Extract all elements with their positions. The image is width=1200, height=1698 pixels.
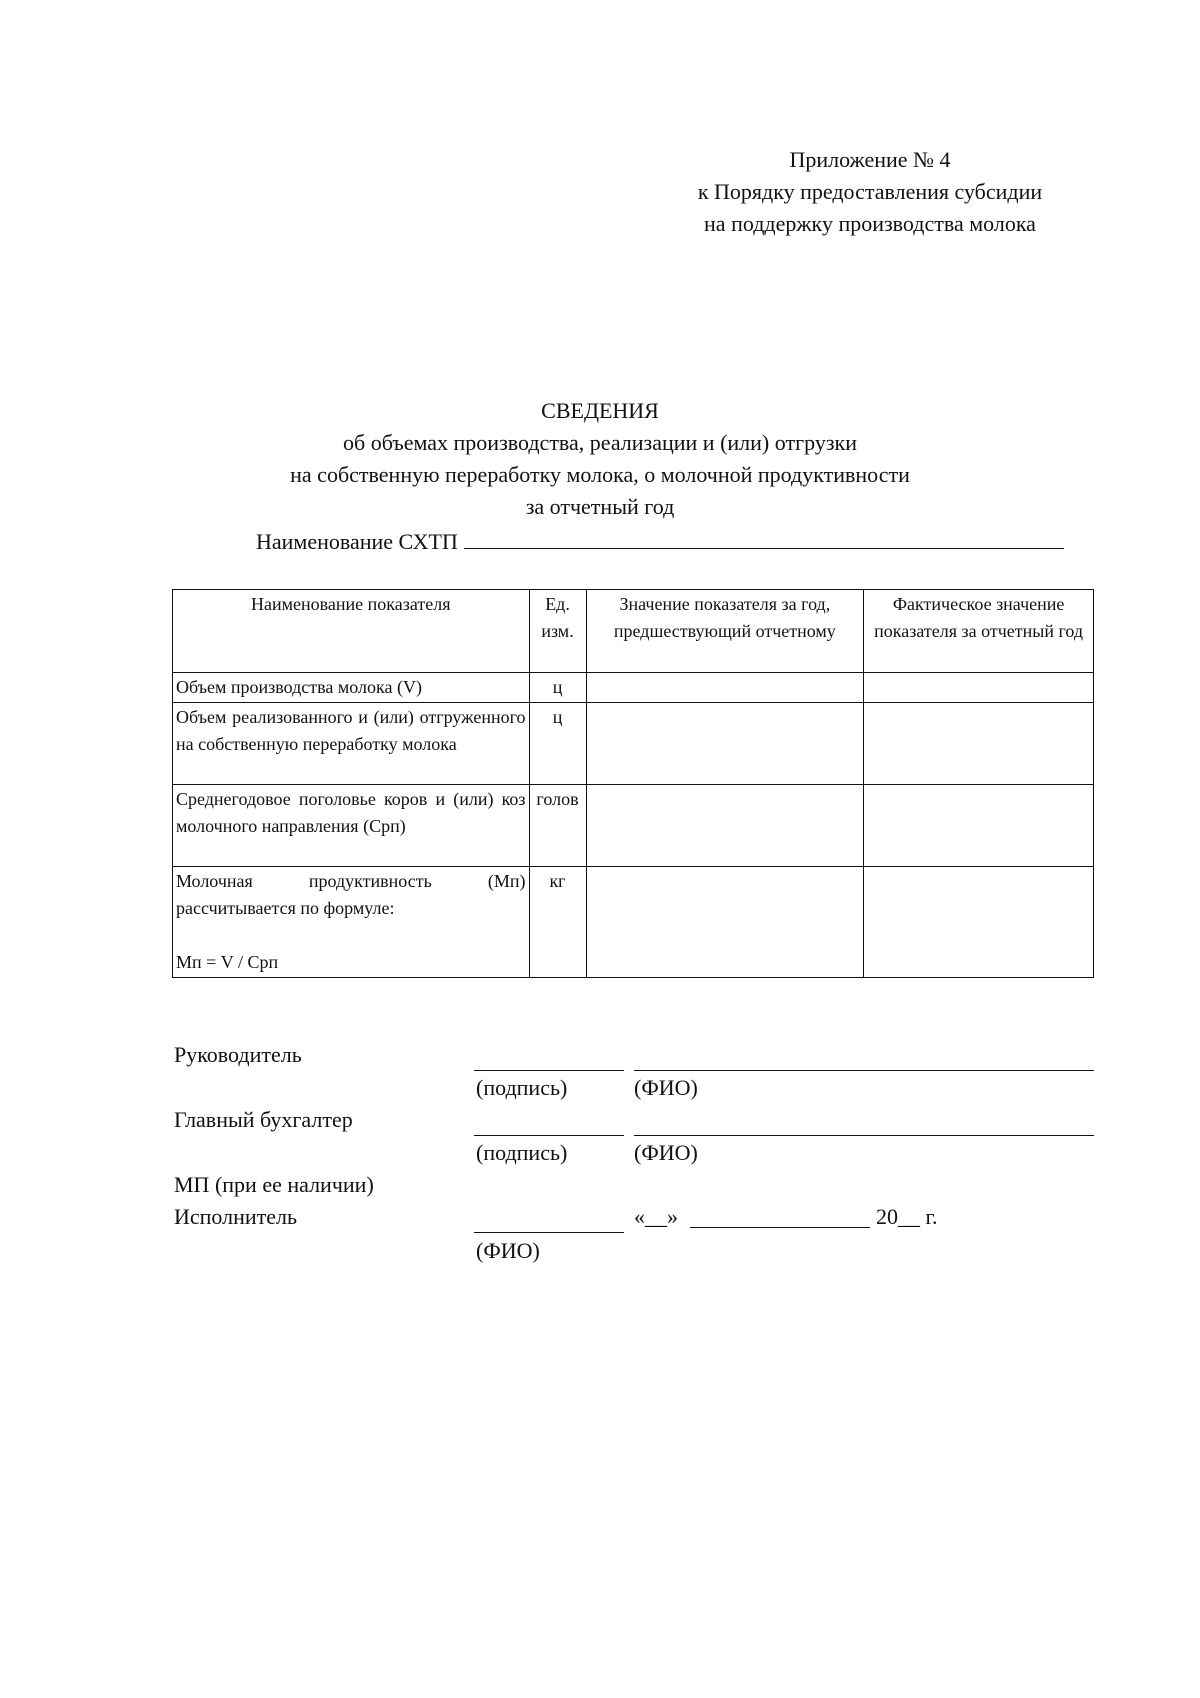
accountant-fio-caption: (ФИО) bbox=[634, 1140, 698, 1165]
table-row bbox=[173, 703, 1094, 785]
appendix-line-2: к Порядку предоставления субсидии bbox=[697, 179, 1043, 204]
row-unit: голов bbox=[529, 785, 586, 867]
organization-name-field bbox=[256, 526, 1064, 557]
head-label: Руководитель bbox=[174, 1042, 302, 1067]
header-actual-value: Фактическое значение показателя за отчетный год bbox=[864, 590, 1094, 673]
date-day-field[interactable]: «__» bbox=[634, 1204, 678, 1229]
accountant-fio-line[interactable] bbox=[634, 1135, 1094, 1136]
row-unit: ц bbox=[529, 673, 586, 703]
indicators-table bbox=[172, 589, 1094, 978]
appendix-line-1: Приложение № 4 bbox=[789, 147, 951, 172]
table-header-row bbox=[173, 590, 1094, 673]
spacer bbox=[176, 922, 526, 949]
header-unit: Ед. изм. bbox=[529, 590, 586, 673]
head-fio-line[interactable] bbox=[634, 1070, 1094, 1071]
table-row bbox=[173, 673, 1094, 703]
header-previous-year-value: Значение показателя за год, предшествующий отчетному bbox=[586, 590, 864, 673]
row-unit: ц bbox=[529, 703, 586, 785]
row-unit: кг bbox=[529, 867, 586, 978]
formula-text: Мп = V / Срп bbox=[176, 952, 279, 972]
table-row bbox=[173, 867, 1094, 978]
row-previous-year-cell[interactable] bbox=[586, 785, 864, 867]
accountant-label: Главный бухгалтер bbox=[174, 1107, 353, 1132]
document-title bbox=[150, 395, 1050, 523]
row-indicator-name: Объем реализованного и (или) отгруженного на собственную переработку молока bbox=[173, 703, 530, 785]
row-actual-value-cell[interactable] bbox=[864, 867, 1094, 978]
row-indicator-name: Среднегодовое поголовье коров и (или) коз молочного направления (Срп) bbox=[173, 785, 530, 867]
accountant-signature-caption: (подпись) bbox=[476, 1140, 568, 1165]
executor-fio-line[interactable] bbox=[474, 1232, 624, 1233]
row-previous-year-cell[interactable] bbox=[586, 673, 864, 703]
executor-fio-caption: (ФИО) bbox=[476, 1238, 540, 1263]
head-signature-caption: (подпись) bbox=[476, 1075, 568, 1100]
appendix-line-3: на поддержку производства молока bbox=[704, 211, 1036, 236]
title-line-3: за отчетный год bbox=[525, 494, 675, 519]
organization-name-label: Наименование СХТП bbox=[256, 529, 458, 554]
row-actual-value-cell[interactable] bbox=[864, 703, 1094, 785]
row-actual-value-cell[interactable] bbox=[864, 673, 1094, 703]
title-main: СВЕДЕНИЯ bbox=[541, 398, 659, 423]
seal-label: МП (при ее наличии) bbox=[174, 1172, 374, 1197]
row-actual-value-cell[interactable] bbox=[864, 785, 1094, 867]
header-indicator-name: Наименование показателя bbox=[173, 590, 530, 673]
row-previous-year-cell[interactable] bbox=[586, 703, 864, 785]
table-row bbox=[173, 785, 1094, 867]
row-indicator-text: Молочная продуктивность (Мп) рассчитывается по формуле: bbox=[176, 871, 526, 918]
date-month-line[interactable] bbox=[690, 1227, 870, 1228]
row-indicator-name: Объем производства молока (V) bbox=[173, 673, 530, 703]
title-line-2: на собственную переработку молока, о молочной продуктивности bbox=[290, 462, 910, 487]
date-year-field[interactable]: 20__ г. bbox=[876, 1204, 938, 1229]
row-previous-year-cell[interactable] bbox=[586, 867, 864, 978]
title-line-1: об объемах производства, реализации и (или) отгрузки bbox=[343, 430, 857, 455]
appendix-header bbox=[640, 144, 1100, 240]
organization-name-blank[interactable] bbox=[464, 526, 1064, 549]
executor-label: Исполнитель bbox=[174, 1204, 298, 1229]
head-fio-caption: (ФИО) bbox=[634, 1075, 698, 1100]
accountant-signature-line[interactable] bbox=[474, 1135, 624, 1136]
row-indicator-name bbox=[173, 867, 530, 978]
head-signature-line[interactable] bbox=[474, 1070, 624, 1071]
